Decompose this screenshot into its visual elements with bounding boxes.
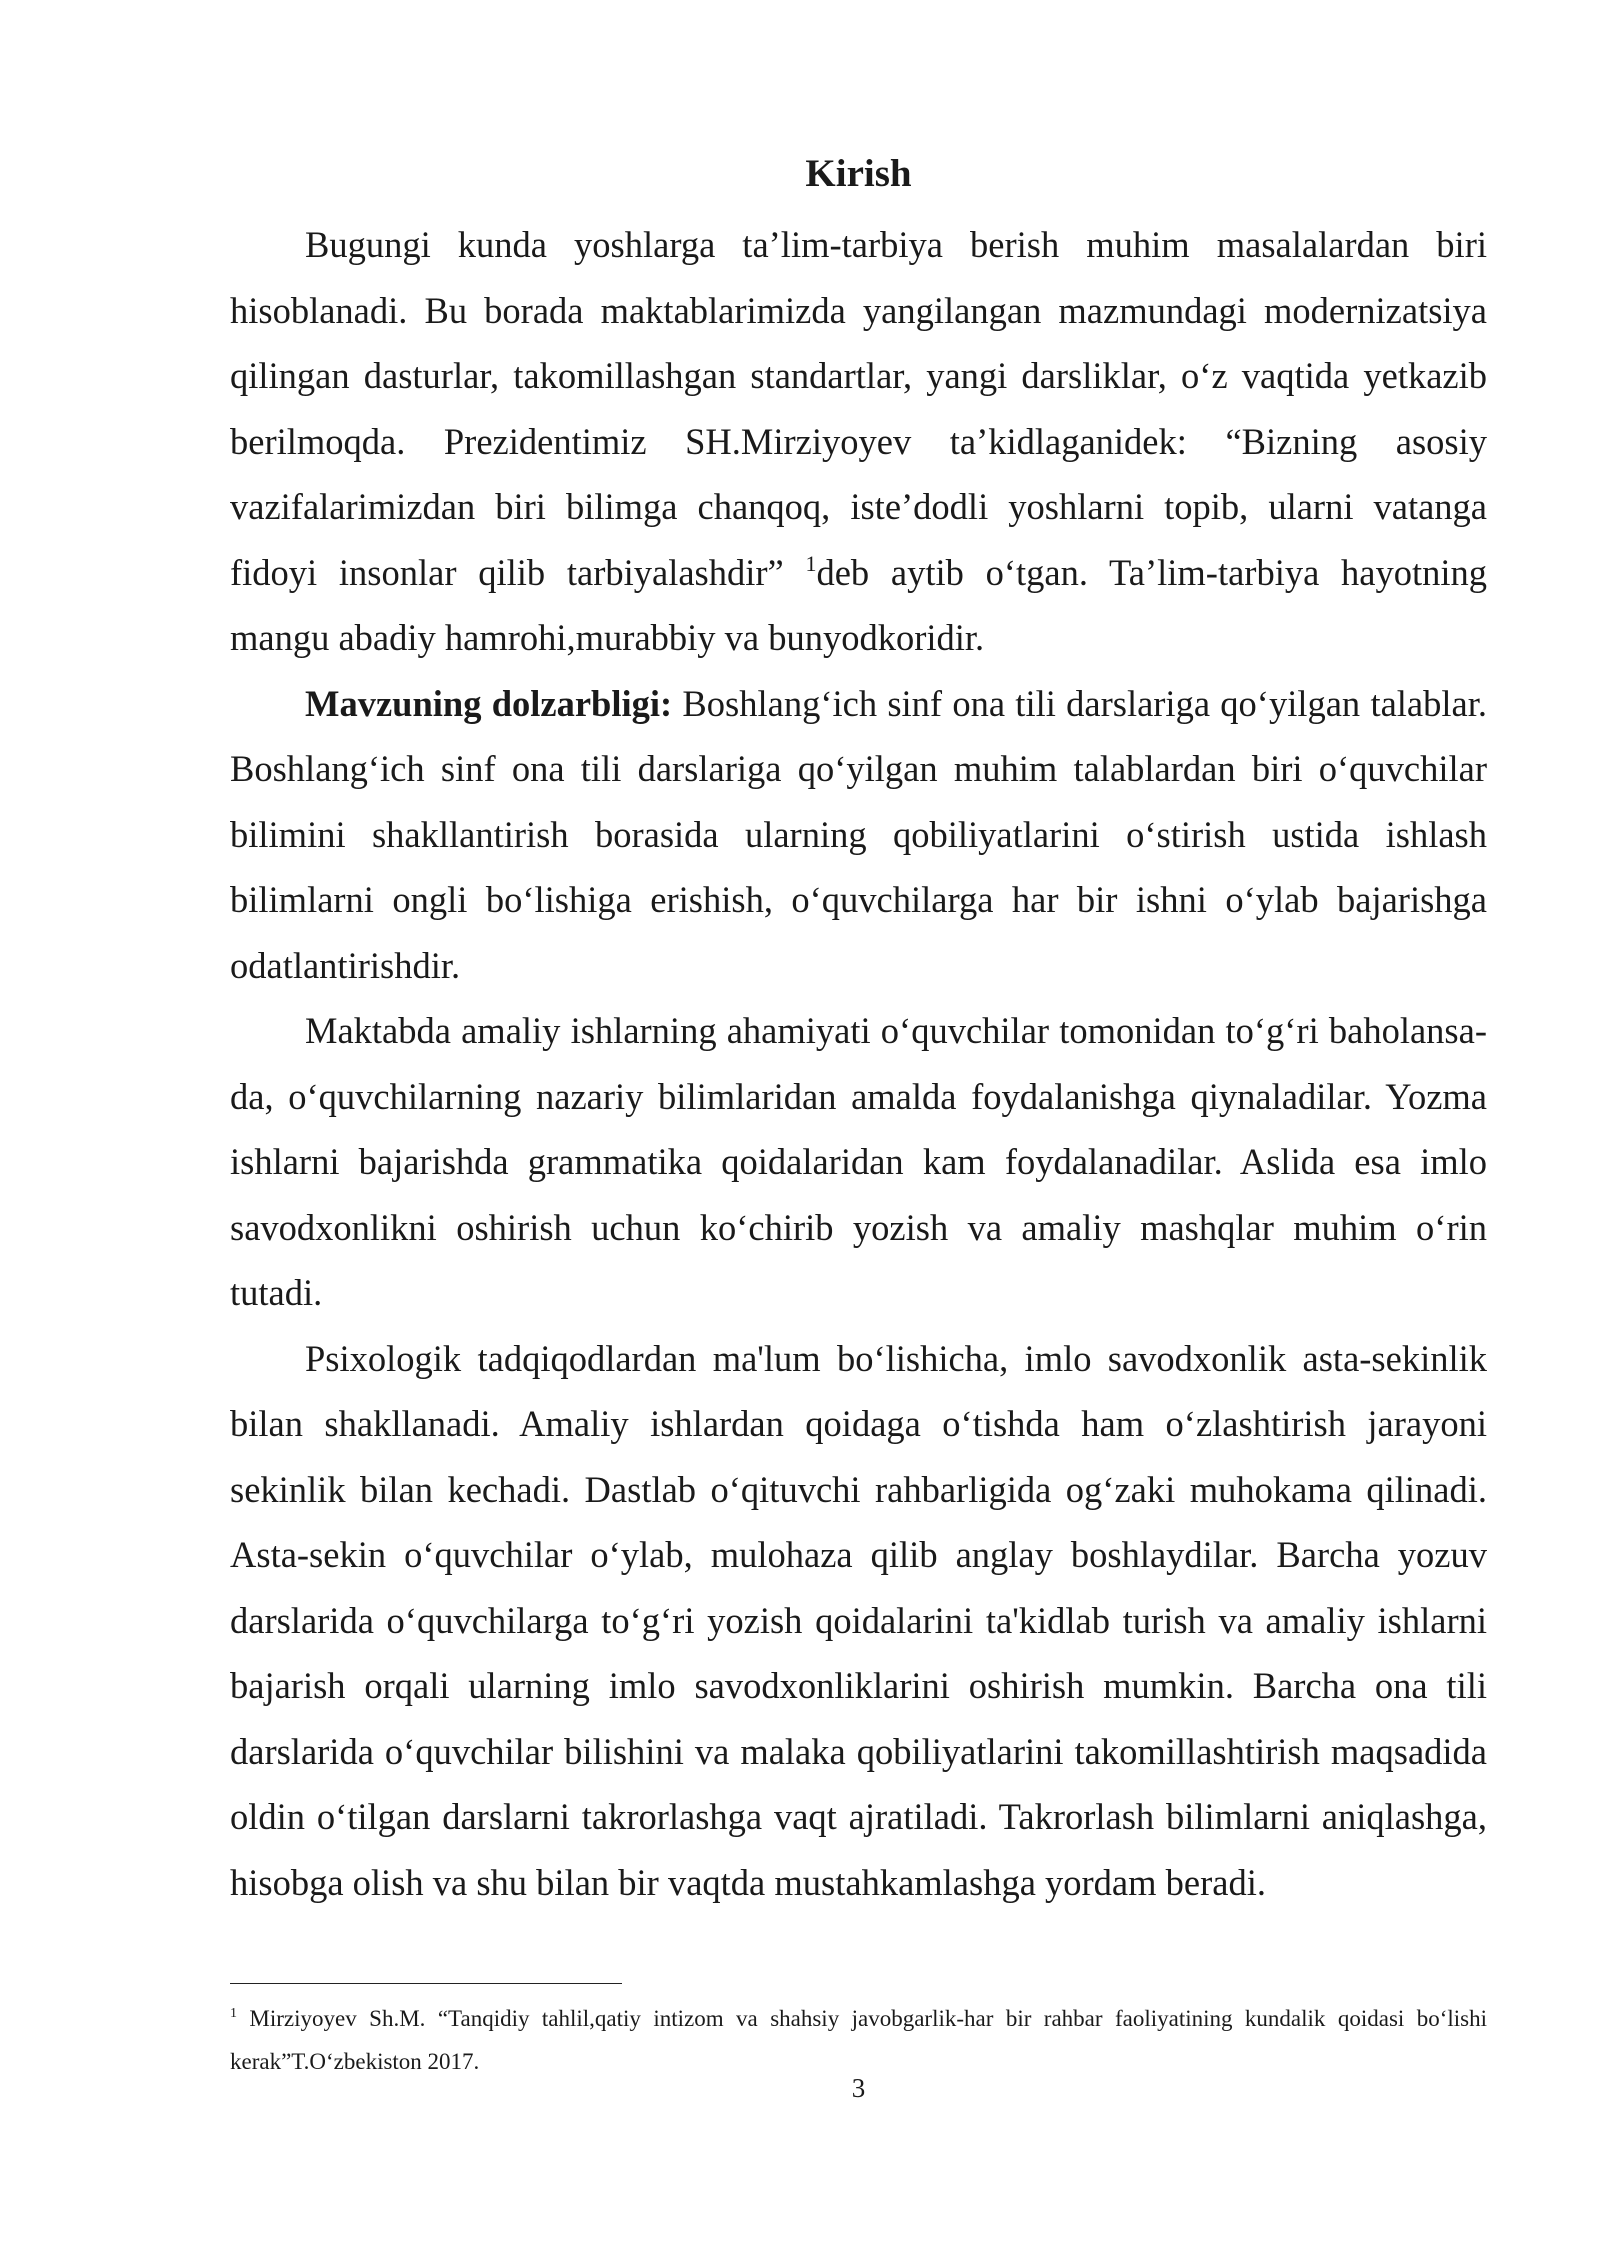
paragraph-text-continued: deb aytib o‘tgan. Ta’lim-tarbiya hayotning mangu abadiy hamrohi,murabbiy va bunyodkoridir. [230,551,1487,658]
paragraph-text: Psixologik tadqiqodlardan ma'lum bo‘lishicha, imlo savodxonlik asta-sekinlik bilan shakllanadi. Amaliy ishlardan qoidaga o‘tishda ham o‘zlashtirish jarayoni sekinlik bilan kechadi. Dastlab o‘qituvchi rahbarligida og‘zaki muhokama qilinadi. Asta-sekin o‘quvchilar o‘ylab, mulohaza qilib anglay boshlaydilar. Barcha yozuv darslarida o‘quvchilarga to‘g‘ri yozish qoidalarini ta'kidlab turish va amaliy ishlarni bajarish orqali ularning imlo savodxonliklarini oshirish mumkin. Barcha ona tili darslarida o‘quvchilar bilishini va malaka qobiliyatlarini takomillashtirish maqsadida oldin o‘tilgan darslarni takrorlashga vaqt ajratiladi. Takrorlash bilimlarni aniqlashga, hisobga olish va shu bilan bir vaqtda mustahkamlashga yordam beradi. [230,1337,1487,1903]
paragraph-text: Maktabda amaliy ishlarning ahamiyati o‘quvchilar tomonidan to‘g‘ri baholansa-da, o‘quvchilarning nazariy bilimlaridan amalda foydalanishga qiynaladilar. Yozma ishlarni bajarishda grammatika qoidalaridan kam foydalanadilar. Aslida esa imlo savodxonlikni oshirish uchun ko‘chirib yozish va amaliy mashqlar muhim o‘rin tutadi. [230,1010,1487,1313]
paragraph-text: Boshlang‘ich sinf ona tili darslariga qo‘yilgan talablar. Boshlang‘ich sinf ona tili darslariga qo‘yilgan muhim talablardan biri o‘quvchilar bilimini shakllantirish borasida ularning qobiliyatlarini o‘stirish ustida ishlash bilimlarni ongli bo‘lishiga erishish, o‘quvchilarga har bir ishni o‘ylab bajarishga odatlantirishdir. [230,682,1487,986]
footnote-reference: 1 [805,550,817,576]
paragraph-psychology [230,1326,1487,1916]
body-text [230,212,1487,1915]
footnote-divider [230,1983,622,1984]
page-number: 3 [851,2073,866,2103]
page-title: Kirish [805,152,912,195]
paragraph-practical-work [230,998,1487,1326]
paragraph-text: Bugungi kunda yoshlarga ta’lim-tarbiya berish muhim masalalardan biri hisoblanadi. Bu borada maktablarimizda yangilangan mazmundagi modernizatsiya qilingan dasturlar, takomillashgan standartlar, yangi darsliklar, o‘z vaqtida yetkazib berilmoqda. Prezidentimiz SH.Mirziyoyev ta’kidlaganidek: “Bizning asosiy vazifalarimizdan biri bilimga chanqoq, iste’dodli yoshlarni topib, ularni vatanga fidoyi insonlar qilib tarbiyalashdir” [230,224,1487,593]
paragraph-lead-heading: Mavzuning dolzarbligi: [305,682,673,724]
footnote-text: Mirziyoyev Sh.M. “Tanqidiy tahlil,qatiy intizom va shahsiy javobgarlik-har bir rahbar faoliyatining kundalik qoidasi bo‘lishi kerak”T.O‘zbekiston 2017. [230,2006,1487,2074]
paragraph-relevance [230,671,1487,999]
footnote-marker: 1 [230,2006,237,2021]
paragraph-intro [230,212,1487,671]
